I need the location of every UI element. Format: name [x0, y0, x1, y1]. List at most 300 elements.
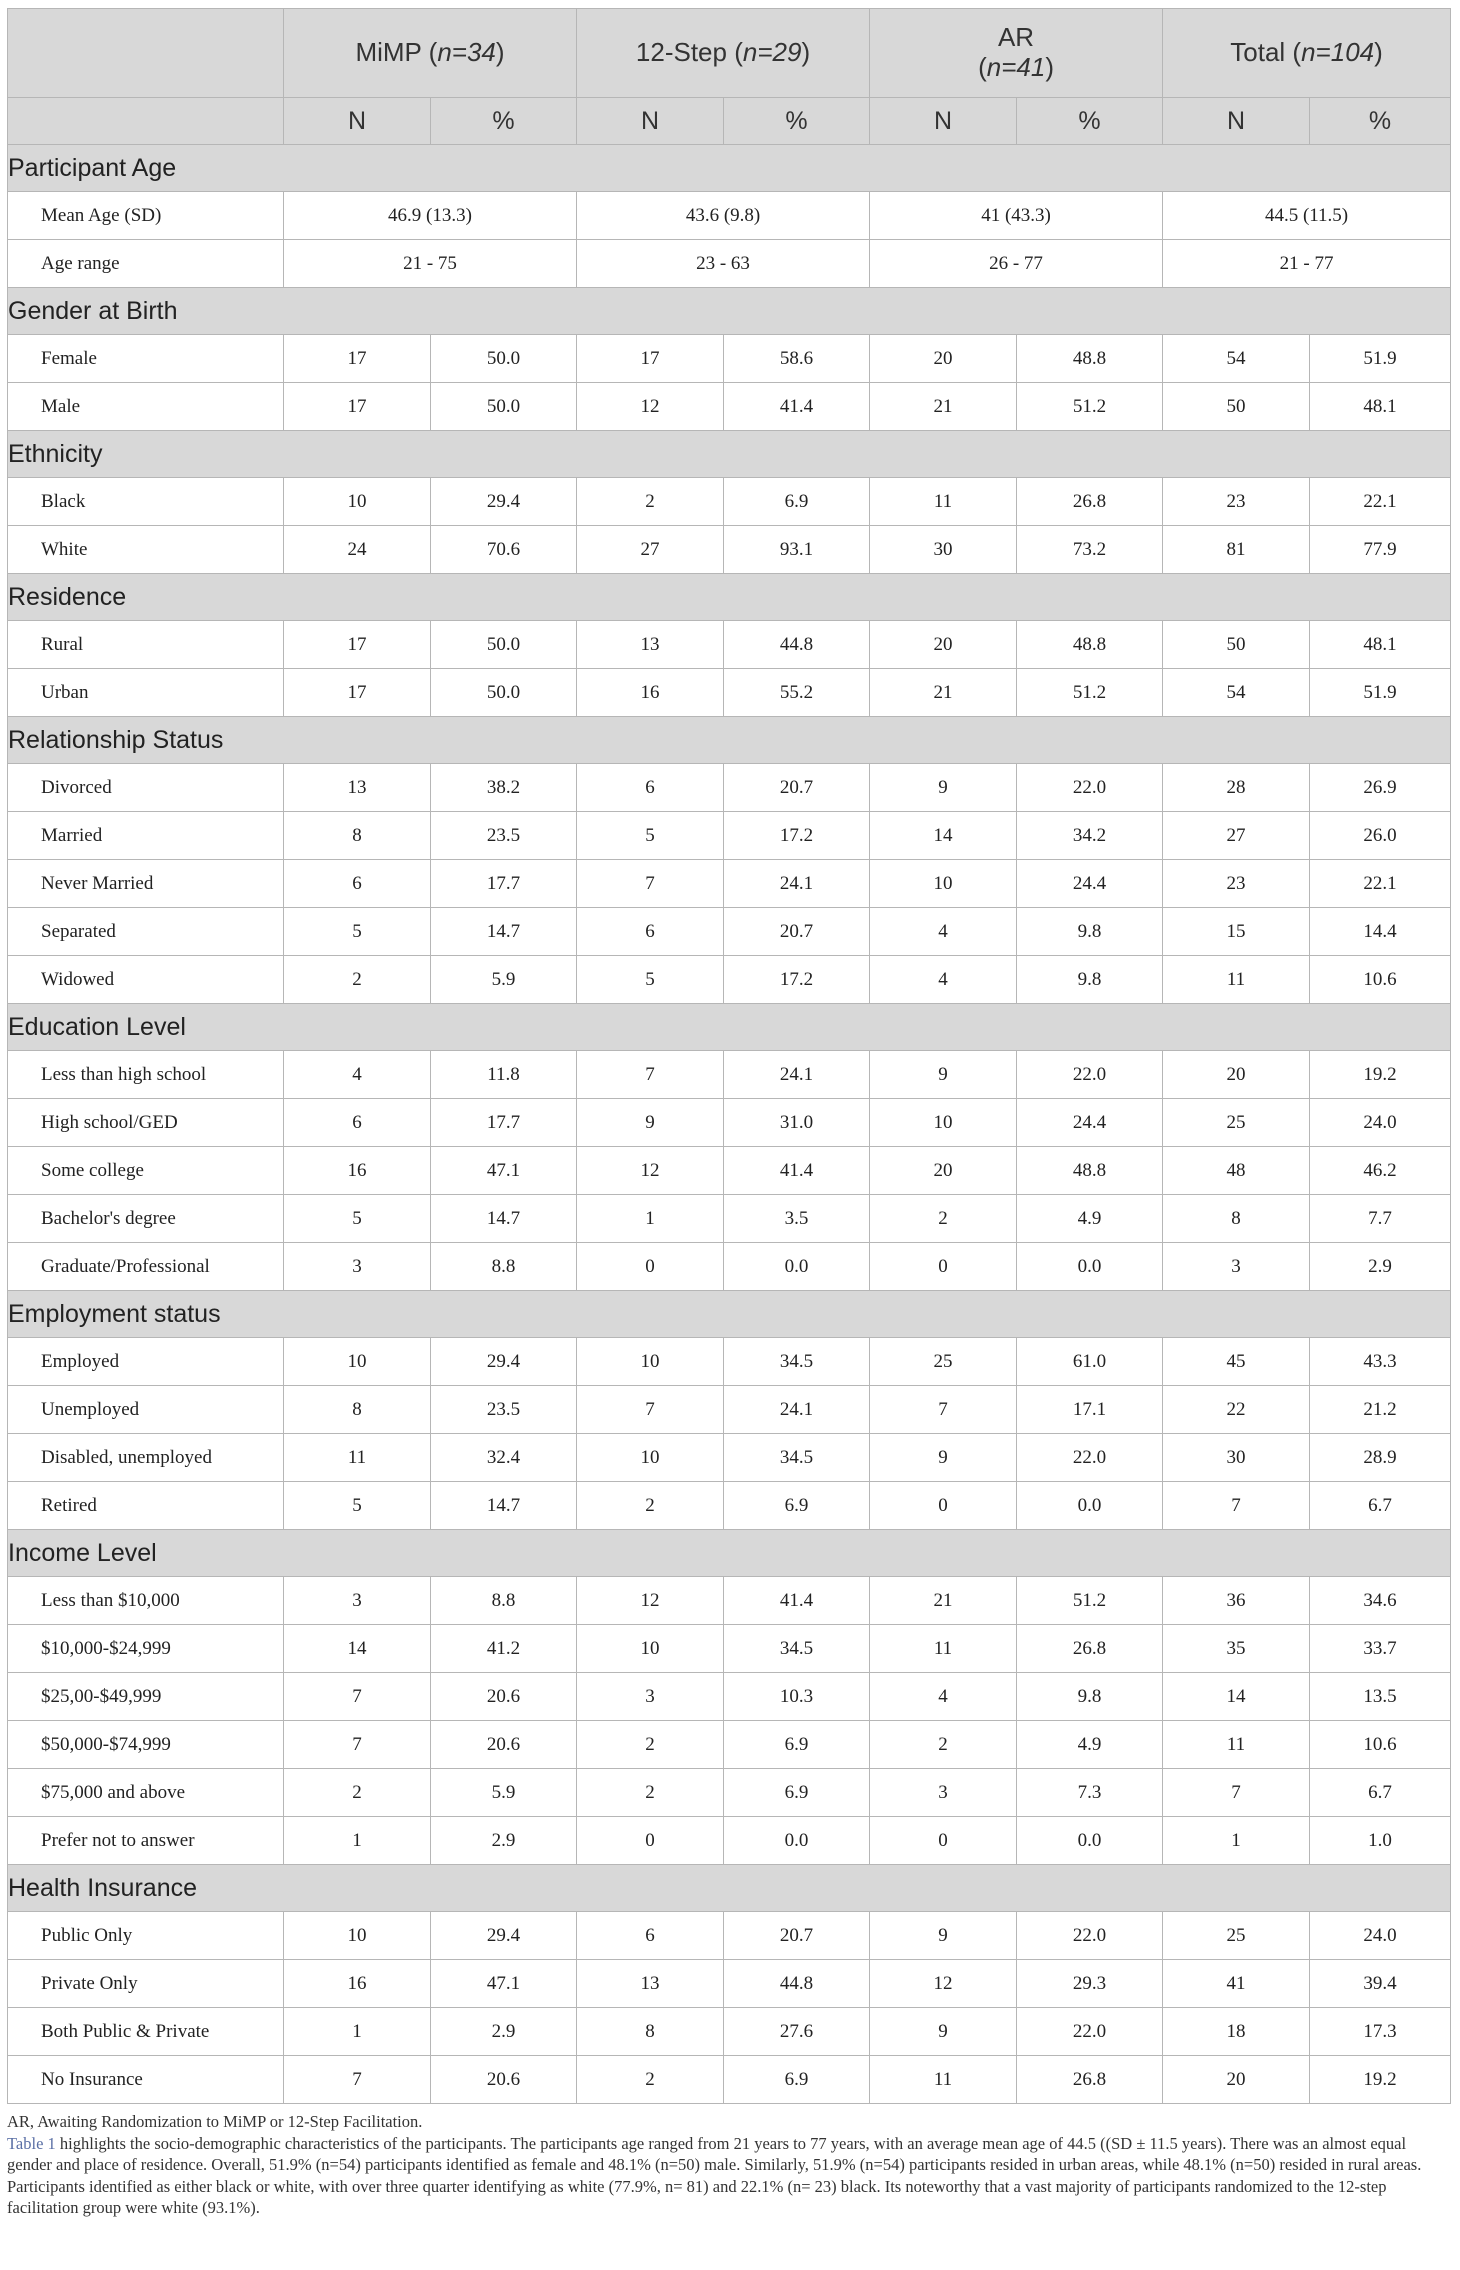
table-cell: 41.4	[724, 1577, 870, 1625]
table-cell: 10	[577, 1338, 724, 1386]
row-label: Male	[8, 383, 284, 431]
section-title: Gender at Birth	[8, 288, 1451, 335]
table-cell: 6.9	[724, 478, 870, 526]
subheader-pct: %	[431, 98, 577, 145]
table-cell: 8	[1163, 1195, 1310, 1243]
table-cell: 0	[577, 1817, 724, 1865]
table-cell: 48	[1163, 1147, 1310, 1195]
table-cell: 16	[284, 1147, 431, 1195]
table-cell: 34.6	[1310, 1577, 1451, 1625]
table-row	[8, 1960, 1451, 2008]
table-cell: 22.0	[1017, 2008, 1163, 2056]
row-label: Mean Age (SD)	[8, 192, 284, 240]
row-label: Never Married	[8, 860, 284, 908]
table-cell: 0.0	[1017, 1482, 1163, 1530]
subheader-pct: %	[724, 98, 870, 145]
subheader-row	[8, 98, 1451, 145]
table-cell: 0.0	[724, 1243, 870, 1291]
table-row	[8, 908, 1451, 956]
table-cell: 7	[284, 1673, 431, 1721]
table-cell: 0	[870, 1243, 1017, 1291]
table-cell: 10	[577, 1625, 724, 1673]
table-cell: 34.5	[724, 1338, 870, 1386]
row-label: Less than $10,000	[8, 1577, 284, 1625]
table-1-link[interactable]: Table 1	[7, 2133, 56, 2153]
table-cell: 7	[1163, 1769, 1310, 1817]
table-cell: 0.0	[1017, 1817, 1163, 1865]
table-cell: 34.5	[724, 1625, 870, 1673]
table-cell: 50.0	[431, 621, 577, 669]
row-label: Some college	[8, 1147, 284, 1195]
table-cell: 3.5	[724, 1195, 870, 1243]
table-cell: 3	[577, 1673, 724, 1721]
table-row	[8, 1051, 1451, 1099]
table-cell: 2.9	[431, 1817, 577, 1865]
table-cell: 10	[284, 478, 431, 526]
table-cell: 23.5	[431, 812, 577, 860]
row-label: $50,000-$74,999	[8, 1721, 284, 1769]
table-cell: 14.7	[431, 1195, 577, 1243]
table-cell: 17	[284, 621, 431, 669]
subheader-n: N	[1163, 98, 1310, 145]
table-cell: 46.9 (13.3)	[284, 192, 577, 240]
table-cell: 2	[577, 1482, 724, 1530]
table-cell: 11	[870, 2056, 1017, 2104]
table-cell: 30	[1163, 1434, 1310, 1482]
table-cell: 7	[284, 2056, 431, 2104]
table-cell: 1	[577, 1195, 724, 1243]
table-cell: 13	[284, 764, 431, 812]
table-cell: 41	[1163, 1960, 1310, 2008]
table-cell: 54	[1163, 669, 1310, 717]
table-cell: 25	[1163, 1912, 1310, 1960]
table-cell: 29.4	[431, 478, 577, 526]
table-cell: 6.7	[1310, 1769, 1451, 1817]
table-cell: 7.7	[1310, 1195, 1451, 1243]
table-cell: 47.1	[431, 1147, 577, 1195]
table-row	[8, 1434, 1451, 1482]
table-cell: 6.9	[724, 1721, 870, 1769]
table-cell: 24.1	[724, 1051, 870, 1099]
table-cell: 9	[870, 764, 1017, 812]
table-cell: 26 - 77	[870, 240, 1163, 288]
table-cell: 50	[1163, 621, 1310, 669]
table-cell: 20.6	[431, 2056, 577, 2104]
table-cell: 14.7	[431, 1482, 577, 1530]
table-row	[8, 1817, 1451, 1865]
table-cell: 3	[284, 1577, 431, 1625]
table-cell: 26.9	[1310, 764, 1451, 812]
row-label: Widowed	[8, 956, 284, 1004]
section-title: Income Level	[8, 1530, 1451, 1577]
table-cell: 22.0	[1017, 1051, 1163, 1099]
table-row	[8, 1147, 1451, 1195]
section-title: Participant Age	[8, 145, 1451, 192]
table-cell: 5	[284, 1482, 431, 1530]
table-cell: 8	[577, 2008, 724, 2056]
table-cell: 44.8	[724, 621, 870, 669]
table-cell: 10.6	[1310, 956, 1451, 1004]
subheader-n: N	[284, 98, 431, 145]
table-cell: 51.2	[1017, 1577, 1163, 1625]
table-cell: 9.8	[1017, 956, 1163, 1004]
section-title: Education Level	[8, 1004, 1451, 1051]
table-cell: 43.6 (9.8)	[577, 192, 870, 240]
table-cell: 22.0	[1017, 1912, 1163, 1960]
row-label: Separated	[8, 908, 284, 956]
table-row	[8, 478, 1451, 526]
table-cell: 93.1	[724, 526, 870, 574]
table-cell: 39.4	[1310, 1960, 1451, 2008]
table-cell: 1.0	[1310, 1817, 1451, 1865]
table-cell: 50.0	[431, 669, 577, 717]
table-cell: 20.7	[724, 1912, 870, 1960]
table-cell: 13.5	[1310, 1673, 1451, 1721]
table-cell: 2	[284, 1769, 431, 1817]
table-cell: 50.0	[431, 335, 577, 383]
caption-text: highlights the socio-demographic characteristics of the participants. The participants age ranged from 21 years to 77 years, with an average mean age of 44.5 ((SD ± 11.5 years). There was an almost equal gender and place of residence. Overall, 51.9% (n=54) participants identified as female and 48.1% (n=50) male. Similarly, 51.9% (n=54) participants resided in urban areas, while 48.1% (n=50) resided in rural areas. Participants identified as either black or white, with over three quarter identifying as white (77.9%, n= 81) and 22.1% (n= 23) black. Its noteworthy that a vast majority of participants randomized to the 12-step facilitation group were white (93.1%).	[7, 2133, 1422, 2217]
table-cell: 27.6	[724, 2008, 870, 2056]
row-label: Black	[8, 478, 284, 526]
table-cell: 3	[870, 1769, 1017, 1817]
table-cell: 24.4	[1017, 860, 1163, 908]
table-cell: 10	[577, 1434, 724, 1482]
section-header-row	[8, 574, 1451, 621]
table-cell: 26.8	[1017, 478, 1163, 526]
table-cell: 48.8	[1017, 621, 1163, 669]
table-cell: 22.1	[1310, 478, 1451, 526]
section-header-row	[8, 1004, 1451, 1051]
table-row	[8, 240, 1451, 288]
table-row	[8, 383, 1451, 431]
table-cell: 9	[870, 2008, 1017, 2056]
table-cell: 38.2	[431, 764, 577, 812]
table-row	[8, 192, 1451, 240]
table-cell: 50.0	[431, 383, 577, 431]
row-label: High school/GED	[8, 1099, 284, 1147]
document-page	[7, 8, 1450, 2219]
table-cell: 6.9	[724, 1482, 870, 1530]
demographics-table	[7, 8, 1451, 2104]
row-label: Female	[8, 335, 284, 383]
table-cell: 29.4	[431, 1912, 577, 1960]
table-cell: 77.9	[1310, 526, 1451, 574]
subheader-n: N	[577, 98, 724, 145]
table-cell: 54	[1163, 335, 1310, 383]
table-cell: 26.8	[1017, 1625, 1163, 1673]
table-cell: 10.6	[1310, 1721, 1451, 1769]
table-row	[8, 1099, 1451, 1147]
group-header-mimp: MiMP (n=34)	[284, 9, 577, 98]
table-cell: 4.9	[1017, 1195, 1163, 1243]
table-cell: 14.4	[1310, 908, 1451, 956]
group-header-total: Total (n=104)	[1163, 9, 1451, 98]
table-cell: 1	[284, 2008, 431, 2056]
table-cell: 6.9	[724, 1769, 870, 1817]
table-cell: 44.5 (11.5)	[1163, 192, 1451, 240]
section-title: Ethnicity	[8, 431, 1451, 478]
table-cell: 0.0	[724, 1817, 870, 1865]
table-cell: 2	[577, 2056, 724, 2104]
table-cell: 30	[870, 526, 1017, 574]
row-label: Less than high school	[8, 1051, 284, 1099]
table-cell: 7	[1163, 1482, 1310, 1530]
table-row	[8, 335, 1451, 383]
table-cell: 6	[577, 764, 724, 812]
table-cell: 5	[284, 1195, 431, 1243]
table-cell: 73.2	[1017, 526, 1163, 574]
subheader-corner	[8, 98, 284, 145]
table-cell: 43.3	[1310, 1338, 1451, 1386]
table-cell: 61.0	[1017, 1338, 1163, 1386]
table-cell: 23.5	[431, 1386, 577, 1434]
row-label: Rural	[8, 621, 284, 669]
table-cell: 15	[1163, 908, 1310, 956]
row-label: White	[8, 526, 284, 574]
table-cell: 31.0	[724, 1099, 870, 1147]
table-cell: 10	[284, 1338, 431, 1386]
table-cell: 23	[1163, 860, 1310, 908]
table-row	[8, 1243, 1451, 1291]
table-cell: 51.2	[1017, 669, 1163, 717]
table-cell: 4	[870, 1673, 1017, 1721]
table-cell: 17	[284, 335, 431, 383]
table-cell: 13	[577, 1960, 724, 2008]
table-cell: 51.9	[1310, 669, 1451, 717]
table-cell: 27	[577, 526, 724, 574]
table-cell: 11	[1163, 956, 1310, 1004]
table-row	[8, 2056, 1451, 2104]
table-row	[8, 1912, 1451, 1960]
table-cell: 1	[284, 1817, 431, 1865]
table-cell: 22.1	[1310, 860, 1451, 908]
table-row	[8, 860, 1451, 908]
table-cell: 24	[284, 526, 431, 574]
table-cell: 22	[1163, 1386, 1310, 1434]
table-cell: 7	[284, 1721, 431, 1769]
table-cell: 20	[870, 335, 1017, 383]
table-cell: 2	[577, 478, 724, 526]
table-row	[8, 1195, 1451, 1243]
table-cell: 1	[1163, 1817, 1310, 1865]
table-cell: 20.6	[431, 1673, 577, 1721]
table-cell: 6.9	[724, 2056, 870, 2104]
table-cell: 20	[870, 1147, 1017, 1195]
table-cell: 28.9	[1310, 1434, 1451, 1482]
table-cell: 14	[870, 812, 1017, 860]
table-row	[8, 1625, 1451, 1673]
table-cell: 24.0	[1310, 1099, 1451, 1147]
section-title: Employment status	[8, 1291, 1451, 1338]
table-cell: 0	[577, 1243, 724, 1291]
table-cell: 25	[1163, 1099, 1310, 1147]
table-cell: 20.6	[431, 1721, 577, 1769]
table-cell: 5.9	[431, 1769, 577, 1817]
row-label: Married	[8, 812, 284, 860]
table-cell: 51.9	[1310, 335, 1451, 383]
table-cell: 24.1	[724, 1386, 870, 1434]
table-cell: 47.1	[431, 1960, 577, 2008]
table-row	[8, 1673, 1451, 1721]
table-cell: 14	[284, 1625, 431, 1673]
table-cell: 20.7	[724, 908, 870, 956]
table-cell: 11	[870, 478, 1017, 526]
table-cell: 10.3	[724, 1673, 870, 1721]
section-header-row	[8, 288, 1451, 335]
table-cell: 44.8	[724, 1960, 870, 2008]
table-cell: 16	[577, 669, 724, 717]
table-cell: 48.1	[1310, 621, 1451, 669]
row-label: Public Only	[8, 1912, 284, 1960]
table-cell: 7	[577, 1051, 724, 1099]
table-cell: 26.8	[1017, 2056, 1163, 2104]
table-cell: 48.1	[1310, 383, 1451, 431]
section-header-row	[8, 1865, 1451, 1912]
group-header-12-step: 12-Step (n=29)	[577, 9, 870, 98]
table-cell: 11.8	[431, 1051, 577, 1099]
table-cell: 6	[577, 908, 724, 956]
table-cell: 17.2	[724, 812, 870, 860]
row-label: $25,00-$49,999	[8, 1673, 284, 1721]
table-cell: 28	[1163, 764, 1310, 812]
table-cell: 8	[284, 812, 431, 860]
table-row	[8, 1386, 1451, 1434]
row-label: Age range	[8, 240, 284, 288]
row-label: Prefer not to answer	[8, 1817, 284, 1865]
table-cell: 2.9	[431, 2008, 577, 2056]
table-cell: 0.0	[1017, 1243, 1163, 1291]
row-label: Unemployed	[8, 1386, 284, 1434]
table-cell: 6.7	[1310, 1482, 1451, 1530]
table-cell: 11	[870, 1625, 1017, 1673]
table-cell: 17	[284, 383, 431, 431]
table-cell: 41.2	[431, 1625, 577, 1673]
section-header-row	[8, 717, 1451, 764]
table-cell: 33.7	[1310, 1625, 1451, 1673]
table-cell: 45	[1163, 1338, 1310, 1386]
table-caption	[7, 2133, 1450, 2219]
table-cell: 21	[870, 669, 1017, 717]
table-cell: 27	[1163, 812, 1310, 860]
table-cell: 35	[1163, 1625, 1310, 1673]
table-cell: 41.4	[724, 1147, 870, 1195]
table-cell: 3	[1163, 1243, 1310, 1291]
table-cell: 4	[870, 908, 1017, 956]
table-cell: 11	[284, 1434, 431, 1482]
table-cell: 24.1	[724, 860, 870, 908]
table-cell: 7.3	[1017, 1769, 1163, 1817]
table-cell: 12	[577, 1577, 724, 1625]
table-cell: 25	[870, 1338, 1017, 1386]
table-footer	[7, 2111, 1450, 2219]
table-row	[8, 1769, 1451, 1817]
table-cell: 46.2	[1310, 1147, 1451, 1195]
table-cell: 7	[577, 1386, 724, 1434]
table-cell: 17.1	[1017, 1386, 1163, 1434]
table-cell: 20	[870, 621, 1017, 669]
subheader-n: N	[870, 98, 1017, 145]
table-cell: 18	[1163, 2008, 1310, 2056]
table-cell: 17.7	[431, 860, 577, 908]
row-label: Private Only	[8, 1960, 284, 2008]
row-label: $75,000 and above	[8, 1769, 284, 1817]
table-cell: 21.2	[1310, 1386, 1451, 1434]
section-header-row	[8, 1530, 1451, 1577]
table-cell: 4	[870, 956, 1017, 1004]
table-cell: 7	[870, 1386, 1017, 1434]
table-cell: 12	[577, 383, 724, 431]
table-cell: 9	[870, 1051, 1017, 1099]
table-cell: 5	[284, 908, 431, 956]
table-cell: 12	[577, 1147, 724, 1195]
table-cell: 5	[577, 956, 724, 1004]
table-cell: 2	[870, 1721, 1017, 1769]
table-cell: 0	[870, 1817, 1017, 1865]
table-cell: 24.0	[1310, 1912, 1451, 1960]
table-cell: 58.6	[724, 335, 870, 383]
row-label: Graduate/Professional	[8, 1243, 284, 1291]
table-cell: 13	[577, 621, 724, 669]
table-cell: 20	[1163, 2056, 1310, 2104]
table-cell: 9.8	[1017, 1673, 1163, 1721]
table-cell: 81	[1163, 526, 1310, 574]
table-cell: 34.2	[1017, 812, 1163, 860]
table-cell: 21 - 75	[284, 240, 577, 288]
table-cell: 14.7	[431, 908, 577, 956]
table-cell: 6	[284, 1099, 431, 1147]
table-cell: 55.2	[724, 669, 870, 717]
table-row	[8, 621, 1451, 669]
table-cell: 14	[1163, 1673, 1310, 1721]
table-row	[8, 764, 1451, 812]
table-cell: 19.2	[1310, 2056, 1451, 2104]
table-cell: 17.3	[1310, 2008, 1451, 2056]
table-cell: 2	[577, 1769, 724, 1817]
table-cell: 23	[1163, 478, 1310, 526]
table-cell: 10	[870, 860, 1017, 908]
table-cell: 36	[1163, 1577, 1310, 1625]
table-cell: 21	[870, 1577, 1017, 1625]
row-label: $10,000-$24,999	[8, 1625, 284, 1673]
abbreviation-footnote: AR, Awaiting Randomization to MiMP or 12-Step Facilitation.	[7, 2112, 423, 2131]
table-cell: 17	[577, 335, 724, 383]
table-cell: 21 - 77	[1163, 240, 1451, 288]
table-cell: 32.4	[431, 1434, 577, 1482]
table-cell: 8	[284, 1386, 431, 1434]
table-cell: 4	[284, 1051, 431, 1099]
table-cell: 48.8	[1017, 335, 1163, 383]
table-cell: 48.8	[1017, 1147, 1163, 1195]
table-cell: 19.2	[1310, 1051, 1451, 1099]
group-header-row	[8, 9, 1451, 98]
table-cell: 29.4	[431, 1338, 577, 1386]
table-row	[8, 1721, 1451, 1769]
table-cell: 24.4	[1017, 1099, 1163, 1147]
row-label: Divorced	[8, 764, 284, 812]
table-cell: 3	[284, 1243, 431, 1291]
table-cell: 9	[577, 1099, 724, 1147]
table-cell: 7	[577, 860, 724, 908]
header-corner	[8, 9, 284, 98]
subheader-pct: %	[1017, 98, 1163, 145]
subheader-pct: %	[1310, 98, 1451, 145]
table-row	[8, 956, 1451, 1004]
table-cell: 10	[284, 1912, 431, 1960]
table-cell: 34.5	[724, 1434, 870, 1482]
section-title: Health Insurance	[8, 1865, 1451, 1912]
table-cell: 2	[284, 956, 431, 1004]
table-cell: 17	[284, 669, 431, 717]
